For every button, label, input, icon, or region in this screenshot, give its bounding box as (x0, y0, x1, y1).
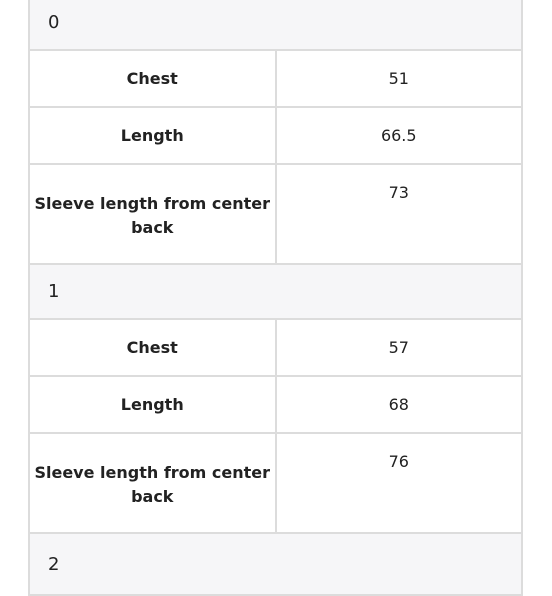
size-group-header (29, 533, 522, 595)
measurement-row (29, 376, 522, 433)
size-group-header (29, 264, 522, 319)
measurement-label: Length (29, 376, 276, 433)
measurement-label: Chest (29, 50, 276, 107)
size-group-label: 1 (29, 264, 522, 319)
measurement-value: 76 (276, 433, 523, 533)
measurement-value: 73 (276, 164, 523, 264)
measurement-value: 51 (276, 50, 523, 107)
measurement-row (29, 433, 522, 533)
size-group-label: 2 (29, 533, 522, 595)
measurement-label: Sleeve length from center back (29, 433, 276, 533)
measurement-label: Length (29, 107, 276, 164)
measurement-value: 57 (276, 319, 523, 376)
measurement-value: 68 (276, 376, 523, 433)
measurement-label: Sleeve length from center back (29, 164, 276, 264)
size-group-label: 0 (29, 0, 522, 50)
measurement-row (29, 107, 522, 164)
measurement-row (29, 50, 522, 107)
measurement-row (29, 164, 522, 264)
size-group-header (29, 0, 522, 50)
measurement-label: Chest (29, 319, 276, 376)
measurement-value: 66.5 (276, 107, 523, 164)
size-chart-table (28, 0, 523, 596)
measurement-row (29, 319, 522, 376)
